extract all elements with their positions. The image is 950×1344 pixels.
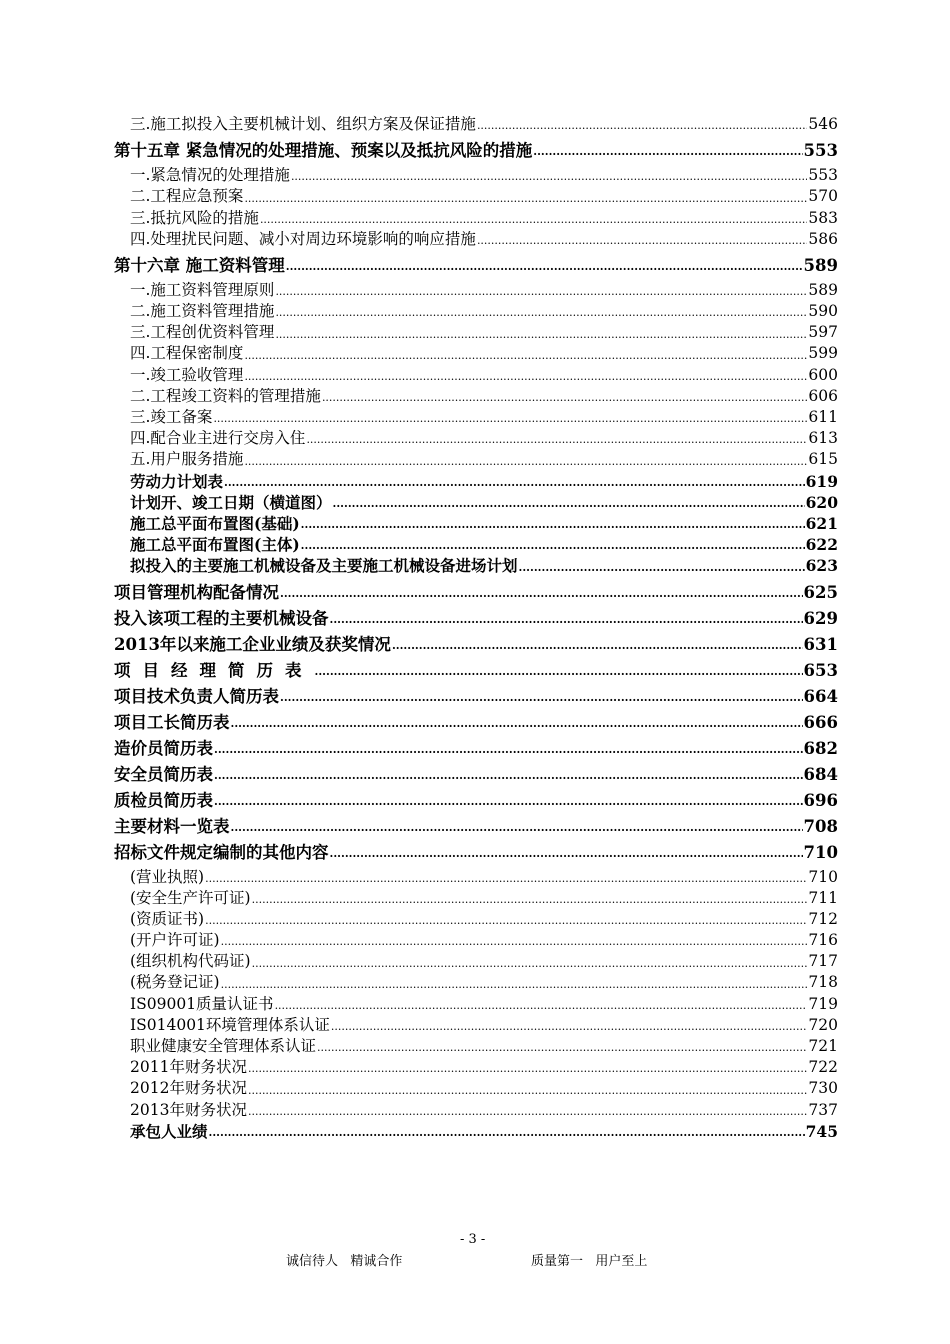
- toc-leader-dots: [252, 890, 808, 909]
- toc-section-entry[interactable]: [114, 930, 838, 951]
- toc-entry-title: 第十五章 紧急情况的处理措施、预案以及抵抗风险的措施: [114, 141, 533, 161]
- toc-entry-title: 项目工长简历表: [114, 712, 230, 732]
- toc-leader-dots: [248, 1102, 807, 1121]
- toc-entry-page: 623: [805, 556, 838, 576]
- toc-leader-dots: [224, 473, 805, 492]
- toc-entry-page: 684: [803, 764, 838, 784]
- toc-entry-page: 721: [808, 1037, 838, 1056]
- toc-entry-page: 711: [808, 888, 838, 907]
- toc-entry-page: 696: [803, 790, 838, 810]
- toc-entry-page: 589: [803, 255, 838, 275]
- toc-entry-page: 710: [808, 867, 838, 886]
- toc-section-entry[interactable]: [114, 365, 838, 386]
- toc-entry-page: 621: [805, 513, 838, 533]
- toc-section-entry[interactable]: [114, 186, 838, 207]
- toc-entry-page: 720: [808, 1015, 838, 1034]
- toc-entry-page: 597: [808, 323, 838, 342]
- toc-leader-dots: [205, 869, 807, 888]
- toc-entry-page: 620: [805, 492, 838, 512]
- toc-section-entry[interactable]: [114, 492, 838, 513]
- toc-chapter-entry[interactable]: [114, 686, 838, 707]
- toc-entry-title: 承包人业绩: [130, 1121, 208, 1141]
- toc-leader-dots: [330, 611, 803, 629]
- toc-entry-title: (营业执照): [130, 867, 205, 886]
- toc-section-entry[interactable]: [114, 1121, 838, 1142]
- toc-section-entry[interactable]: [114, 888, 838, 909]
- toc-chapter-entry[interactable]: [114, 660, 838, 681]
- toc-entry-title: 二.施工资料管理措施: [130, 302, 275, 321]
- toc-leader-dots: [260, 210, 807, 229]
- toc-entry-title: 主要材料一览表: [114, 816, 230, 836]
- toc-leader-dots: [330, 845, 803, 863]
- toc-entry-title: (资质证书): [130, 909, 205, 928]
- toc-entry-title: 二.工程应急预案: [130, 187, 244, 206]
- toc-section-entry[interactable]: [114, 973, 838, 994]
- toc-leader-dots: [221, 932, 808, 951]
- toc-section-entry[interactable]: [114, 951, 838, 972]
- toc-section-entry[interactable]: [114, 165, 838, 186]
- toc-leader-dots: [231, 715, 803, 733]
- toc-chapter-entry[interactable]: [114, 764, 838, 785]
- toc-leader-dots: [291, 167, 807, 186]
- toc-chapter-entry[interactable]: [114, 255, 838, 276]
- toc-section-entry[interactable]: [114, 1036, 838, 1057]
- toc-entry-title: 一.紧急情况的处理措施: [130, 166, 290, 185]
- toc-entry-title: 造价员简历表: [114, 738, 213, 758]
- table-of-contents: [114, 114, 838, 1142]
- toc-leader-dots: [392, 637, 803, 655]
- toc-section-entry[interactable]: [114, 344, 838, 365]
- toc-section-entry[interactable]: [114, 1015, 838, 1036]
- toc-entry-title: 四.配合业主进行交房入住: [130, 429, 306, 448]
- toc-entry-title: 五.用户服务措施: [130, 450, 244, 469]
- toc-entry-page: 712: [808, 909, 838, 928]
- toc-entry-page: 745: [805, 1121, 838, 1141]
- toc-leader-dots: [280, 689, 803, 707]
- toc-entry-title: 项目管理机构配备情况: [114, 582, 279, 602]
- toc-entry-title: 2011年财务状况: [130, 1058, 247, 1077]
- toc-entry-page: 722: [808, 1058, 838, 1077]
- toc-entry-title: 职业健康安全管理体系认证: [130, 1037, 317, 1056]
- toc-entry-page: 600: [808, 365, 838, 384]
- toc-entry-title: 2012年财务状况: [130, 1079, 247, 1098]
- toc-section-entry[interactable]: [114, 301, 838, 322]
- toc-entry-title: IS014001环境管理体系认证: [130, 1015, 330, 1034]
- toc-section-entry[interactable]: [114, 407, 838, 428]
- toc-entry-title: 施工总平面布置图(主体): [130, 535, 300, 555]
- toc-chapter-entry[interactable]: [114, 608, 838, 629]
- toc-section-entry[interactable]: [114, 322, 838, 343]
- toc-entry-title: (税务登记证): [130, 973, 220, 992]
- footer-motto-right: 质量第一 用户至上: [531, 1254, 648, 1269]
- toc-entry-page: 708: [803, 816, 838, 836]
- toc-leader-dots: [244, 367, 807, 386]
- toc-section-entry[interactable]: [114, 909, 838, 930]
- toc-entry-page: 553: [803, 141, 838, 161]
- toc-leader-dots: [248, 1059, 807, 1078]
- toc-leader-dots: [205, 911, 807, 930]
- toc-entry-title: 施工总平面布置图(基础): [130, 513, 300, 533]
- toc-leader-dots: [214, 741, 803, 759]
- toc-leader-dots: [301, 536, 805, 555]
- toc-section-entry[interactable]: [114, 229, 838, 250]
- toc-chapter-entry[interactable]: [114, 816, 838, 837]
- toc-leader-dots: [519, 558, 805, 577]
- toc-entry-page: 570: [808, 187, 838, 206]
- toc-entry-title: 一.施工资料管理原则: [130, 280, 275, 299]
- toc-section-entry[interactable]: [114, 1100, 838, 1121]
- toc-entry-page: 718: [808, 973, 838, 992]
- toc-entry-title: 四.处理扰民问题、减小对周边环境影响的响应措施: [130, 229, 476, 248]
- toc-entry-title: 三.工程创优资料管理: [130, 323, 275, 342]
- toc-leader-dots: [209, 1123, 805, 1142]
- toc-entry-page: 653: [803, 660, 838, 680]
- toc-entry-page: 586: [808, 229, 838, 248]
- toc-leader-dots: [331, 1017, 807, 1036]
- toc-entry-title: 质检员简历表: [114, 790, 213, 810]
- toc-entry-page: 553: [808, 166, 838, 185]
- toc-entry-title: 项目技术负责人简历表: [114, 686, 279, 706]
- toc-entry-title: 安全员简历表: [114, 764, 213, 784]
- toc-chapter-entry[interactable]: [114, 842, 838, 863]
- toc-leader-dots: [333, 494, 805, 513]
- toc-leader-dots: [322, 388, 807, 407]
- toc-section-entry[interactable]: [114, 867, 838, 888]
- toc-section-entry[interactable]: [114, 208, 838, 229]
- toc-leader-dots: [252, 954, 808, 973]
- toc-entry-page: 716: [808, 931, 838, 950]
- toc-section-entry[interactable]: [114, 428, 838, 449]
- toc-entry-page: 589: [808, 280, 838, 299]
- toc-section-entry[interactable]: [114, 471, 838, 492]
- toc-entry-page: 682: [803, 738, 838, 758]
- toc-section-entry[interactable]: [114, 994, 838, 1015]
- toc-section-entry[interactable]: [114, 449, 838, 470]
- toc-entry-title: 招标文件规定编制的其他内容: [114, 842, 329, 862]
- page-number: - 3 -: [460, 1232, 486, 1247]
- toc-leader-dots: [275, 996, 808, 1015]
- toc-entry-title: 三.施工拟投入主要机械计划、组织方案及保证措施: [130, 114, 476, 133]
- toc-leader-dots: [214, 767, 803, 785]
- toc-leader-dots: [280, 585, 803, 603]
- toc-entry-page: 615: [808, 450, 838, 469]
- toc-leader-dots: [275, 325, 807, 344]
- toc-entry-title: 四.工程保密制度: [130, 344, 244, 363]
- toc-entry-page: 599: [808, 344, 838, 363]
- toc-section-entry[interactable]: [114, 386, 838, 407]
- toc-leader-dots: [301, 515, 805, 534]
- toc-entry-page: 622: [805, 535, 838, 555]
- toc-leader-dots: [533, 143, 802, 161]
- toc-entry-page: 710: [803, 842, 838, 862]
- toc-chapter-entry[interactable]: [114, 634, 838, 655]
- toc-section-entry[interactable]: [114, 555, 838, 576]
- toc-entry-page: 717: [808, 952, 838, 971]
- toc-entry-title: 三.抵抗风险的措施: [130, 208, 259, 227]
- toc-entry-page: 625: [803, 582, 838, 602]
- toc-leader-dots: [244, 189, 807, 208]
- toc-leader-dots: [477, 116, 807, 135]
- toc-section-entry[interactable]: [114, 280, 838, 301]
- toc-entry-title: 2013年以来施工企业业绩及获奖情况: [114, 634, 391, 654]
- toc-entry-page: 631: [803, 634, 838, 654]
- toc-entry-title: 拟投入的主要施工机械设备及主要施工机械设备进场计划: [130, 556, 518, 576]
- toc-entry-page: 611: [808, 408, 838, 427]
- toc-entry-page: 606: [808, 386, 838, 405]
- toc-leader-dots: [244, 346, 807, 365]
- toc-chapter-entry[interactable]: [114, 738, 838, 759]
- toc-entry-title: 项目经理简历表: [114, 660, 314, 680]
- toc-leader-dots: [477, 231, 807, 250]
- toc-entry-page: 664: [803, 686, 838, 706]
- toc-entry-title: 一.竣工验收管理: [130, 365, 244, 384]
- toc-section-entry[interactable]: [114, 1078, 838, 1099]
- toc-leader-dots: [221, 975, 808, 994]
- toc-entry-title: (组织机构代码证): [130, 952, 251, 971]
- toc-entry-page: 590: [808, 302, 838, 321]
- toc-section-entry[interactable]: [114, 114, 838, 135]
- toc-entry-page: 730: [808, 1079, 838, 1098]
- toc-entry-title: 二.工程竣工资料的管理措施: [130, 386, 321, 405]
- toc-leader-dots: [244, 452, 807, 471]
- toc-entry-page: 583: [808, 208, 838, 227]
- toc-entry-title: IS09001质量认证书: [130, 994, 274, 1013]
- toc-entry-page: 737: [808, 1100, 838, 1119]
- toc-chapter-entry[interactable]: [114, 712, 838, 733]
- toc-leader-dots: [214, 793, 803, 811]
- footer-motto-left: 诚信待人 精诚合作: [286, 1254, 403, 1269]
- toc-leader-dots: [231, 819, 803, 837]
- toc-entry-title: 计划开、竣工日期（横道图）: [130, 492, 332, 512]
- toc-entry-page: 666: [803, 712, 838, 732]
- toc-entry-page: 719: [808, 994, 838, 1013]
- toc-chapter-entry[interactable]: [114, 790, 838, 811]
- toc-entry-page: 619: [805, 471, 838, 491]
- toc-entry-page: 613: [808, 429, 838, 448]
- toc-leader-dots: [315, 663, 803, 681]
- toc-entry-title: 第十六章 施工资料管理: [114, 255, 285, 275]
- toc-leader-dots: [286, 258, 803, 276]
- toc-entry-page: 546: [808, 114, 838, 133]
- toc-leader-dots: [275, 303, 807, 322]
- toc-entry-title: 劳动力计划表: [130, 471, 224, 491]
- toc-entry-title: (安全生产许可证): [130, 888, 251, 907]
- toc-section-entry[interactable]: [114, 513, 838, 534]
- toc-leader-dots: [306, 430, 807, 449]
- toc-entry-title: 三.竣工备案: [130, 408, 213, 427]
- toc-entry-title: (开户许可证): [130, 931, 220, 950]
- toc-leader-dots: [317, 1038, 807, 1057]
- toc-entry-page: 629: [803, 608, 838, 628]
- toc-chapter-entry[interactable]: [114, 140, 838, 161]
- toc-section-entry[interactable]: [114, 1057, 838, 1078]
- toc-entry-title: 投入该项工程的主要机械设备: [114, 608, 329, 628]
- toc-leader-dots: [275, 282, 807, 301]
- toc-chapter-entry[interactable]: [114, 582, 838, 603]
- toc-section-entry[interactable]: [114, 534, 838, 555]
- toc-leader-dots: [248, 1081, 807, 1100]
- toc-entry-title: 2013年财务状况: [130, 1100, 247, 1119]
- toc-leader-dots: [213, 409, 807, 428]
